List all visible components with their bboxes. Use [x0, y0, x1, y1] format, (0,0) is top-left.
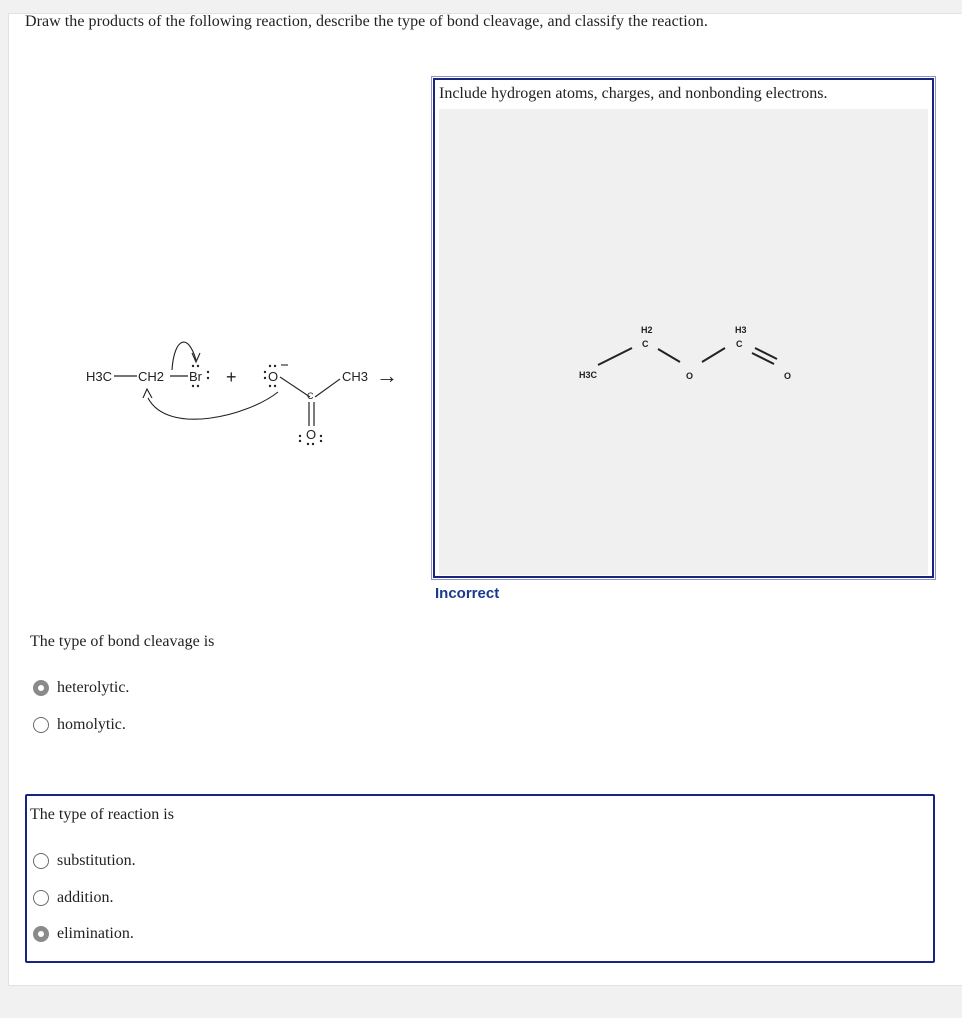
c-ch3-bond — [315, 379, 340, 397]
bromine-label: Br — [189, 369, 202, 384]
option-heterolytic[interactable] — [33, 679, 129, 697]
drawn-c2-label: C — [736, 339, 743, 349]
carbonyl-carbon-label: C — [307, 391, 314, 401]
drawn-double-bond-2 — [755, 348, 777, 359]
option-homolytic[interactable] — [33, 716, 126, 734]
option-addition[interactable] — [33, 889, 113, 907]
answer-instruction: Include hydrogen atoms, charges, and nonbonding electrons. — [439, 85, 828, 102]
option-substitution-label: substitution. — [57, 852, 136, 869]
question-text: Draw the products of the following reaction, describe the type of bond cleavage, and classify the reaction. — [25, 13, 708, 30]
drawn-h2-label: H2 — [641, 325, 653, 335]
drawn-bond-3 — [702, 348, 725, 362]
drawn-structure — [562, 316, 812, 396]
curved-arrow-o-to-c — [148, 392, 278, 419]
ch2-label: CH2 — [138, 369, 165, 384]
plus-sign: + — [226, 367, 237, 387]
drawn-h3c-label: H3C — [579, 370, 598, 380]
curved-arrow-o-head — [143, 389, 152, 398]
drawn-double-bond-1 — [752, 353, 774, 364]
radio-elimination[interactable] — [33, 926, 49, 942]
option-addition-label: addition. — [57, 889, 114, 906]
drawn-bond-1 — [598, 348, 632, 365]
drawn-o1-label: O — [686, 371, 694, 381]
reaction-scheme — [78, 320, 428, 450]
option-homolytic-label: homolytic. — [57, 716, 126, 733]
ethyl-label: H3C — [86, 369, 113, 384]
radio-substitution[interactable] — [33, 853, 49, 869]
reaction-arrow: → — [376, 363, 398, 388]
o-c-bond — [280, 377, 310, 397]
reaction-type-prompt: The type of reaction is — [30, 806, 174, 823]
radio-addition[interactable] — [33, 890, 49, 906]
radio-homolytic[interactable] — [33, 717, 49, 733]
carbonyl-oxygen-label: O — [306, 427, 317, 442]
oxygen-label: O — [268, 369, 279, 384]
feedback-status: Incorrect — [435, 585, 500, 602]
drawn-c1-label: C — [642, 339, 649, 349]
option-heterolytic-label: heterolytic. — [57, 679, 130, 696]
radio-heterolytic[interactable] — [33, 680, 49, 696]
curved-arrow-bond-head — [192, 353, 200, 362]
option-substitution[interactable] — [33, 852, 136, 870]
option-elimination-label: elimination. — [57, 925, 134, 942]
drawn-o2-label: O — [784, 371, 792, 381]
drawn-bond-2 — [658, 349, 680, 362]
option-elimination[interactable] — [33, 925, 134, 943]
bond-cleavage-prompt: The type of bond cleavage is — [30, 633, 215, 650]
methyl-label: CH3 — [342, 369, 369, 384]
drawn-h3-label: H3 — [735, 325, 747, 335]
